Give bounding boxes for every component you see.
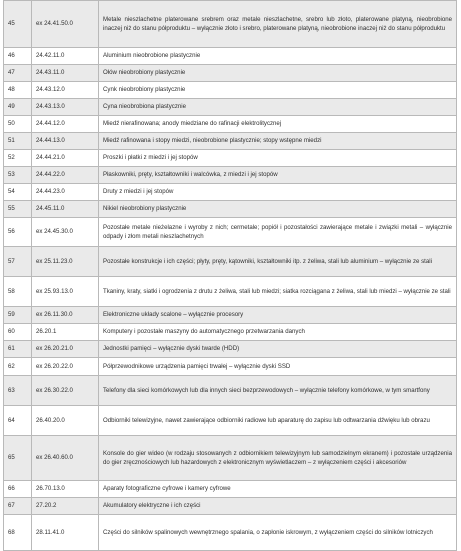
row-number: 49 (4, 99, 32, 116)
goods-description: Jednostki pamięci – wyłącznie dyski twarde (HDD) (99, 341, 457, 358)
table-row (4, 324, 457, 341)
pkwiu-code: 24.43.12.0 (32, 82, 99, 99)
pkwiu-code: ex 25.93.13.0 (32, 277, 99, 307)
pkwiu-code: ex 26.20.22.0 (32, 358, 99, 376)
pkwiu-code: 26.40.20.0 (32, 406, 99, 436)
pkwiu-code: 24.43.11.0 (32, 65, 99, 82)
table-row (4, 515, 457, 551)
row-number: 54 (4, 184, 32, 201)
row-number: 64 (4, 406, 32, 436)
goods-description: Akumulatory elektryczne i ich części (99, 498, 457, 515)
pkwiu-code: ex 25.11.23.0 (32, 247, 99, 277)
goods-description: Części do silników spalinowych wewnętrznego spalania, o zapłonie iskrowym, z wyłączeniem części do silników lotniczych (99, 515, 457, 551)
table-row (4, 277, 457, 307)
goods-description: Aluminium nieobrobione plastycznie (99, 48, 457, 65)
table-row (4, 116, 457, 133)
goods-description: Konsole do gier wideo (w rodzaju stosowanych z odbiornikiem telewizyjnym lub samodzielnym ekranem) i pozostałe urządzenia do gier zręcznościowych lub hazardowych z elektronicznym wyświetlaczem – z wyłączeniem części i akcesoriów (99, 436, 457, 481)
table-row (4, 201, 457, 218)
pkwiu-code: ex 26.20.21.0 (32, 341, 99, 358)
table-row (4, 436, 457, 481)
goods-table (3, 0, 457, 551)
pkwiu-code: 26.20.1 (32, 324, 99, 341)
table-row (4, 307, 457, 324)
table-row (4, 1, 457, 48)
table-row (4, 133, 457, 150)
table-row (4, 150, 457, 167)
pkwiu-code: 24.42.11.0 (32, 48, 99, 65)
goods-description: Odbiorniki telewizyjne, nawet zawierające odbiorniki radiowe lub aparaturę do zapisu lub odtwarzania dźwięku lub obrazu (99, 406, 457, 436)
pkwiu-code: 26.70.13.0 (32, 481, 99, 498)
goods-description: Elektroniczne układy scalone – wyłącznie procesory (99, 307, 457, 324)
row-number: 63 (4, 376, 32, 406)
goods-description: Płaskowniki, pręty, kształtowniki i walcówka, z miedzi i jej stopów (99, 167, 457, 184)
row-number: 46 (4, 48, 32, 65)
pkwiu-code: 24.43.13.0 (32, 99, 99, 116)
row-number: 61 (4, 341, 32, 358)
row-number: 65 (4, 436, 32, 481)
pkwiu-code: 27.20.2 (32, 498, 99, 515)
table-row (4, 358, 457, 376)
goods-description: Tkaniny, kraty, siatki i ogrodzenia z drutu z żeliwa, stali lub miedzi; siatka rozciągana z żeliwa, stali lub miedzi – wyłącznie ze stali (99, 277, 457, 307)
row-number: 56 (4, 218, 32, 247)
pkwiu-code: ex 26.30.22.0 (32, 376, 99, 406)
table-row (4, 341, 457, 358)
row-number: 68 (4, 515, 32, 551)
pkwiu-code: ex 24.41.50.0 (32, 1, 99, 48)
table-row (4, 184, 457, 201)
goods-description: Miedź nierafinowana; anody miedziane do rafinacji elektrolitycznej (99, 116, 457, 133)
pkwiu-code: 24.44.22.0 (32, 167, 99, 184)
table-row (4, 376, 457, 406)
pkwiu-code: 24.44.12.0 (32, 116, 99, 133)
row-number: 67 (4, 498, 32, 515)
goods-description: Metale nieszlachetne platerowane srebrem oraz metale nieszlachetne, srebro lub złoto, platerowane platyną, nieobrobione inaczej niż do stanu półproduktu – wyłącznie złoto i srebro, platerowane platyną, nieobrobione inaczej niż do stanu półproduktu (99, 1, 457, 48)
goods-description: Proszki i płatki z miedzi i jej stopów (99, 150, 457, 167)
row-number: 59 (4, 307, 32, 324)
row-number: 51 (4, 133, 32, 150)
row-number: 66 (4, 481, 32, 498)
goods-description: Aparaty fotograficzne cyfrowe i kamery cyfrowe (99, 481, 457, 498)
goods-description: Druty z miedzi i jej stopów (99, 184, 457, 201)
pkwiu-code: 24.45.11.0 (32, 201, 99, 218)
row-number: 55 (4, 201, 32, 218)
goods-description: Półprzewodnikowe urządzenia pamięci trwałej – wyłącznie dyski SSD (99, 358, 457, 376)
table-row (4, 48, 457, 65)
goods-description: Komputery i pozostałe maszyny do automatycznego przetwarzania danych (99, 324, 457, 341)
row-number: 47 (4, 65, 32, 82)
goods-description: Telefony dla sieci komórkowych lub dla innych sieci bezprzewodowych – wyłącznie telefony komórkowe, w tym smartfony (99, 376, 457, 406)
table-row (4, 65, 457, 82)
row-number: 57 (4, 247, 32, 277)
goods-description: Cyna nieobrobiona plastycznie (99, 99, 457, 116)
goods-description: Miedź rafinowana i stopy miedzi, nieobrobione plastycznie; stopy wstępne miedzi (99, 133, 457, 150)
goods-description: Cynk nieobrobiony plastycznie (99, 82, 457, 99)
row-number: 60 (4, 324, 32, 341)
goods-description: Ołów nieobrobiony plastycznie (99, 65, 457, 82)
row-number: 50 (4, 116, 32, 133)
goods-description: Pozostałe metale nieżelazne i wyroby z nich; cermetale; popiół i pozostałości zawierające metale i związki metali – wyłącznie odpady i złom metali nieszlachetnych (99, 218, 457, 247)
row-number: 53 (4, 167, 32, 184)
row-number: 52 (4, 150, 32, 167)
pkwiu-code: 24.44.13.0 (32, 133, 99, 150)
table-row (4, 498, 457, 515)
pkwiu-code: 24.44.21.0 (32, 150, 99, 167)
table-row (4, 99, 457, 116)
pkwiu-code: 28.11.41.0 (32, 515, 99, 551)
table-row (4, 82, 457, 99)
row-number: 62 (4, 358, 32, 376)
row-number: 45 (4, 1, 32, 48)
table-row (4, 247, 457, 277)
goods-description: Nikiel nieobrobiony plastycznie (99, 201, 457, 218)
goods-description: Pozostałe konstrukcje i ich części; płyty, pręty, kątowniki, kształtowniki itp. z żeliwa, stali lub aluminium – wyłącznie ze stali (99, 247, 457, 277)
pkwiu-code: ex 26.40.60.0 (32, 436, 99, 481)
table-row (4, 481, 457, 498)
row-number: 58 (4, 277, 32, 307)
table-row (4, 167, 457, 184)
pkwiu-code: ex 26.11.30.0 (32, 307, 99, 324)
pkwiu-code: 24.44.23.0 (32, 184, 99, 201)
table-row (4, 406, 457, 436)
row-number: 48 (4, 82, 32, 99)
table-row (4, 218, 457, 247)
pkwiu-code: ex 24.45.30.0 (32, 218, 99, 247)
